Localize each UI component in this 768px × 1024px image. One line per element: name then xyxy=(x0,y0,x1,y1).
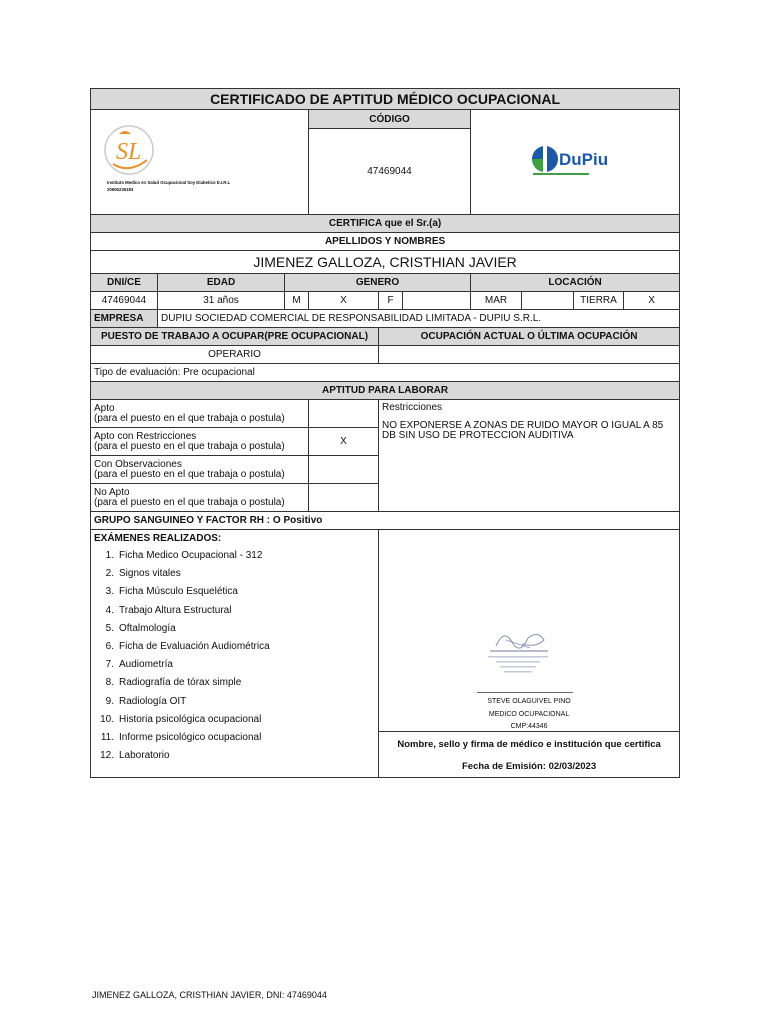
exam-item xyxy=(94,605,375,623)
dni-header: DNI/CE xyxy=(91,274,158,292)
locacion-tierra-mark: X xyxy=(624,292,680,310)
apellidos-label: APELLIDOS Y NOMBRES xyxy=(91,233,680,251)
aptitud-option-label: Apto con Restricciones xyxy=(94,430,197,442)
aptitud-label: APTITUD PARA LABORAR xyxy=(91,382,680,400)
aptitud-option-sub: (para el puesto en el que trabaja o postula) xyxy=(94,468,285,480)
aptitud-option-label: No Apto xyxy=(94,486,130,498)
puesto-label: PUESTO DE TRABAJO A OCUPAR(PRE OCUPACIONAL) xyxy=(91,328,379,346)
exam-name: Laboratorio xyxy=(119,750,170,762)
examenes-label: EXÁMENES REALIZADOS: xyxy=(94,533,222,544)
doctor-cmp: CMP:44346 xyxy=(510,723,548,730)
exam-number: 9. xyxy=(105,695,114,707)
exam-name: Signos vitales xyxy=(119,568,181,580)
examenes-list xyxy=(94,550,375,768)
exam-name: Oftalmología xyxy=(119,622,176,634)
exam-item xyxy=(94,714,375,732)
exam-item xyxy=(94,550,375,568)
restricciones-cell xyxy=(379,400,680,512)
exam-name: Trabajo Altura Estructural xyxy=(119,604,232,616)
exam-name: Informe psicológico ocupacional xyxy=(119,731,262,743)
exam-number: 1. xyxy=(105,550,114,561)
exam-item xyxy=(94,641,375,659)
exam-number: 11. xyxy=(100,731,114,743)
exam-number: 7. xyxy=(105,659,114,671)
aptitud-mark-apto xyxy=(309,400,379,428)
exam-name: Ficha Medico Ocupacional - 312 xyxy=(119,550,263,561)
ocupacion-value xyxy=(379,346,680,364)
exam-number: 5. xyxy=(105,622,114,634)
aptitud-option-apto-restricciones xyxy=(91,428,309,456)
exam-item xyxy=(94,750,375,768)
exam-number: 10. xyxy=(100,713,114,725)
exam-number: 2. xyxy=(105,568,114,580)
signature-cell xyxy=(379,530,680,778)
genero-f-mark xyxy=(403,292,471,310)
genero-m-label: M xyxy=(285,292,309,310)
aptitud-option-sub: (para el puesto en el que trabaja o postula) xyxy=(94,440,285,452)
institute-logo xyxy=(103,124,155,176)
doctor-name: STEVE OLAGUIVEL PINO xyxy=(487,698,571,705)
exam-name: Audiometría xyxy=(119,659,173,671)
exam-number: 4. xyxy=(105,604,114,616)
aptitud-option-apto xyxy=(91,400,309,428)
exam-item xyxy=(94,732,375,750)
exam-item xyxy=(94,623,375,641)
exam-number: 6. xyxy=(105,640,114,652)
exam-item xyxy=(94,677,375,695)
exam-item xyxy=(94,568,375,586)
empresa-label: EMPRESA xyxy=(91,310,158,328)
exam-item xyxy=(94,586,375,604)
locacion-tierra-label: TIERRA xyxy=(574,292,624,310)
institute-ruc: 20606236183 xyxy=(107,187,134,192)
certificate-document xyxy=(90,88,679,778)
patient-name: JIMENEZ GALLOZA, CRISTHIAN JAVIER xyxy=(91,251,680,274)
aptitud-mark-no-apto xyxy=(309,484,379,512)
dni-value: 47469044 xyxy=(91,292,158,310)
empresa-value: DUPIU SOCIEDAD COMERCIAL DE RESPONSABILIDAD LIMITADA - DUPIU S.R.L. xyxy=(158,310,680,328)
exam-number: 3. xyxy=(105,586,114,598)
institute-info xyxy=(107,179,230,193)
locacion-mar-label: MAR xyxy=(471,292,522,310)
locacion-mar-mark xyxy=(522,292,574,310)
grupo-sanguineo: GRUPO SANGUINEO Y FACTOR RH : O Positivo xyxy=(91,512,680,530)
aptitud-mark-apto-restricciones: X xyxy=(309,428,379,456)
signature-area xyxy=(379,530,679,732)
institute-name: Instituto Medico en Salud Ocupacional Soy Diabetico E.I.R.L xyxy=(107,180,231,185)
logo-letters: SL xyxy=(116,139,142,165)
aptitud-mark-con-observaciones xyxy=(309,456,379,484)
exam-name: Historia psicológica ocupacional xyxy=(119,713,262,725)
exam-name: Ficha de Evaluación Audiométrica xyxy=(119,640,270,652)
ocupacion-label: OCUPACIÓN ACTUAL O ÚLTIMA OCUPACIÓN xyxy=(379,328,680,346)
institute-logo-cell xyxy=(91,110,309,215)
genero-f-label: F xyxy=(379,292,403,310)
tipo-evaluacion: Tipo de evaluación: Pre ocupacional xyxy=(91,364,680,382)
edad-value: 31 años xyxy=(158,292,285,310)
examenes-cell xyxy=(91,530,379,778)
signature-line xyxy=(477,692,573,693)
doctor-role: MEDICO OCUPACIONAL xyxy=(488,711,570,718)
codigo-value: 47469044 xyxy=(309,129,471,215)
certificate-table xyxy=(90,88,680,778)
company-logo-cell xyxy=(471,110,680,215)
exam-item xyxy=(94,696,375,714)
exam-item xyxy=(94,659,375,677)
aptitud-option-label: Con Observaciones xyxy=(94,458,182,470)
exam-name: Radiografía de tórax simple xyxy=(119,677,242,689)
aptitud-option-con-observaciones xyxy=(91,456,309,484)
exam-number: 8. xyxy=(105,677,114,689)
restricciones-value: NO EXPONERSE A ZONAS DE RUIDO MAYOR O IGUAL A 85 DB SIN USO DE PROTECCION AUDITIVA xyxy=(382,420,664,441)
aptitud-option-sub: (para el puesto en el que trabaja o postula) xyxy=(94,496,285,508)
puesto-value: OPERARIO xyxy=(91,346,379,364)
doctor-signature-stamp xyxy=(486,626,566,678)
company-logo-text: DuPiu xyxy=(559,150,609,169)
exam-number: 12. xyxy=(100,750,114,762)
edad-header: EDAD xyxy=(158,274,285,292)
aptitud-option-no-apto xyxy=(91,484,309,512)
exam-name: Ficha Músculo Esquelética xyxy=(119,586,238,598)
company-logo xyxy=(529,144,625,178)
codigo-label: CÓDIGO xyxy=(309,110,471,129)
page-footer: JIMENEZ GALLOZA, CRISTHIAN JAVIER, DNI: 47469044 xyxy=(92,990,327,1000)
aptitud-option-sub: (para el puesto en el que trabaja o postula) xyxy=(94,412,285,424)
fecha-emision: Fecha de Emisión: 02/03/2023 xyxy=(462,761,597,772)
exam-name: Radiología OIT xyxy=(119,695,187,707)
firma-label: Nombre, sello y firma de médico e institución que certifica xyxy=(397,739,661,750)
locacion-header: LOCACIÓN xyxy=(471,274,680,292)
certifica-label: CERTIFICA que el Sr.(a) xyxy=(91,215,680,233)
aptitud-option-label: Apto xyxy=(94,402,115,414)
restricciones-label: Restricciones xyxy=(382,402,443,413)
genero-header: GENERO xyxy=(285,274,471,292)
certificate-title: CERTIFICADO DE APTITUD MÉDICO OCUPACIONAL xyxy=(91,89,680,110)
genero-m-mark: X xyxy=(309,292,379,310)
